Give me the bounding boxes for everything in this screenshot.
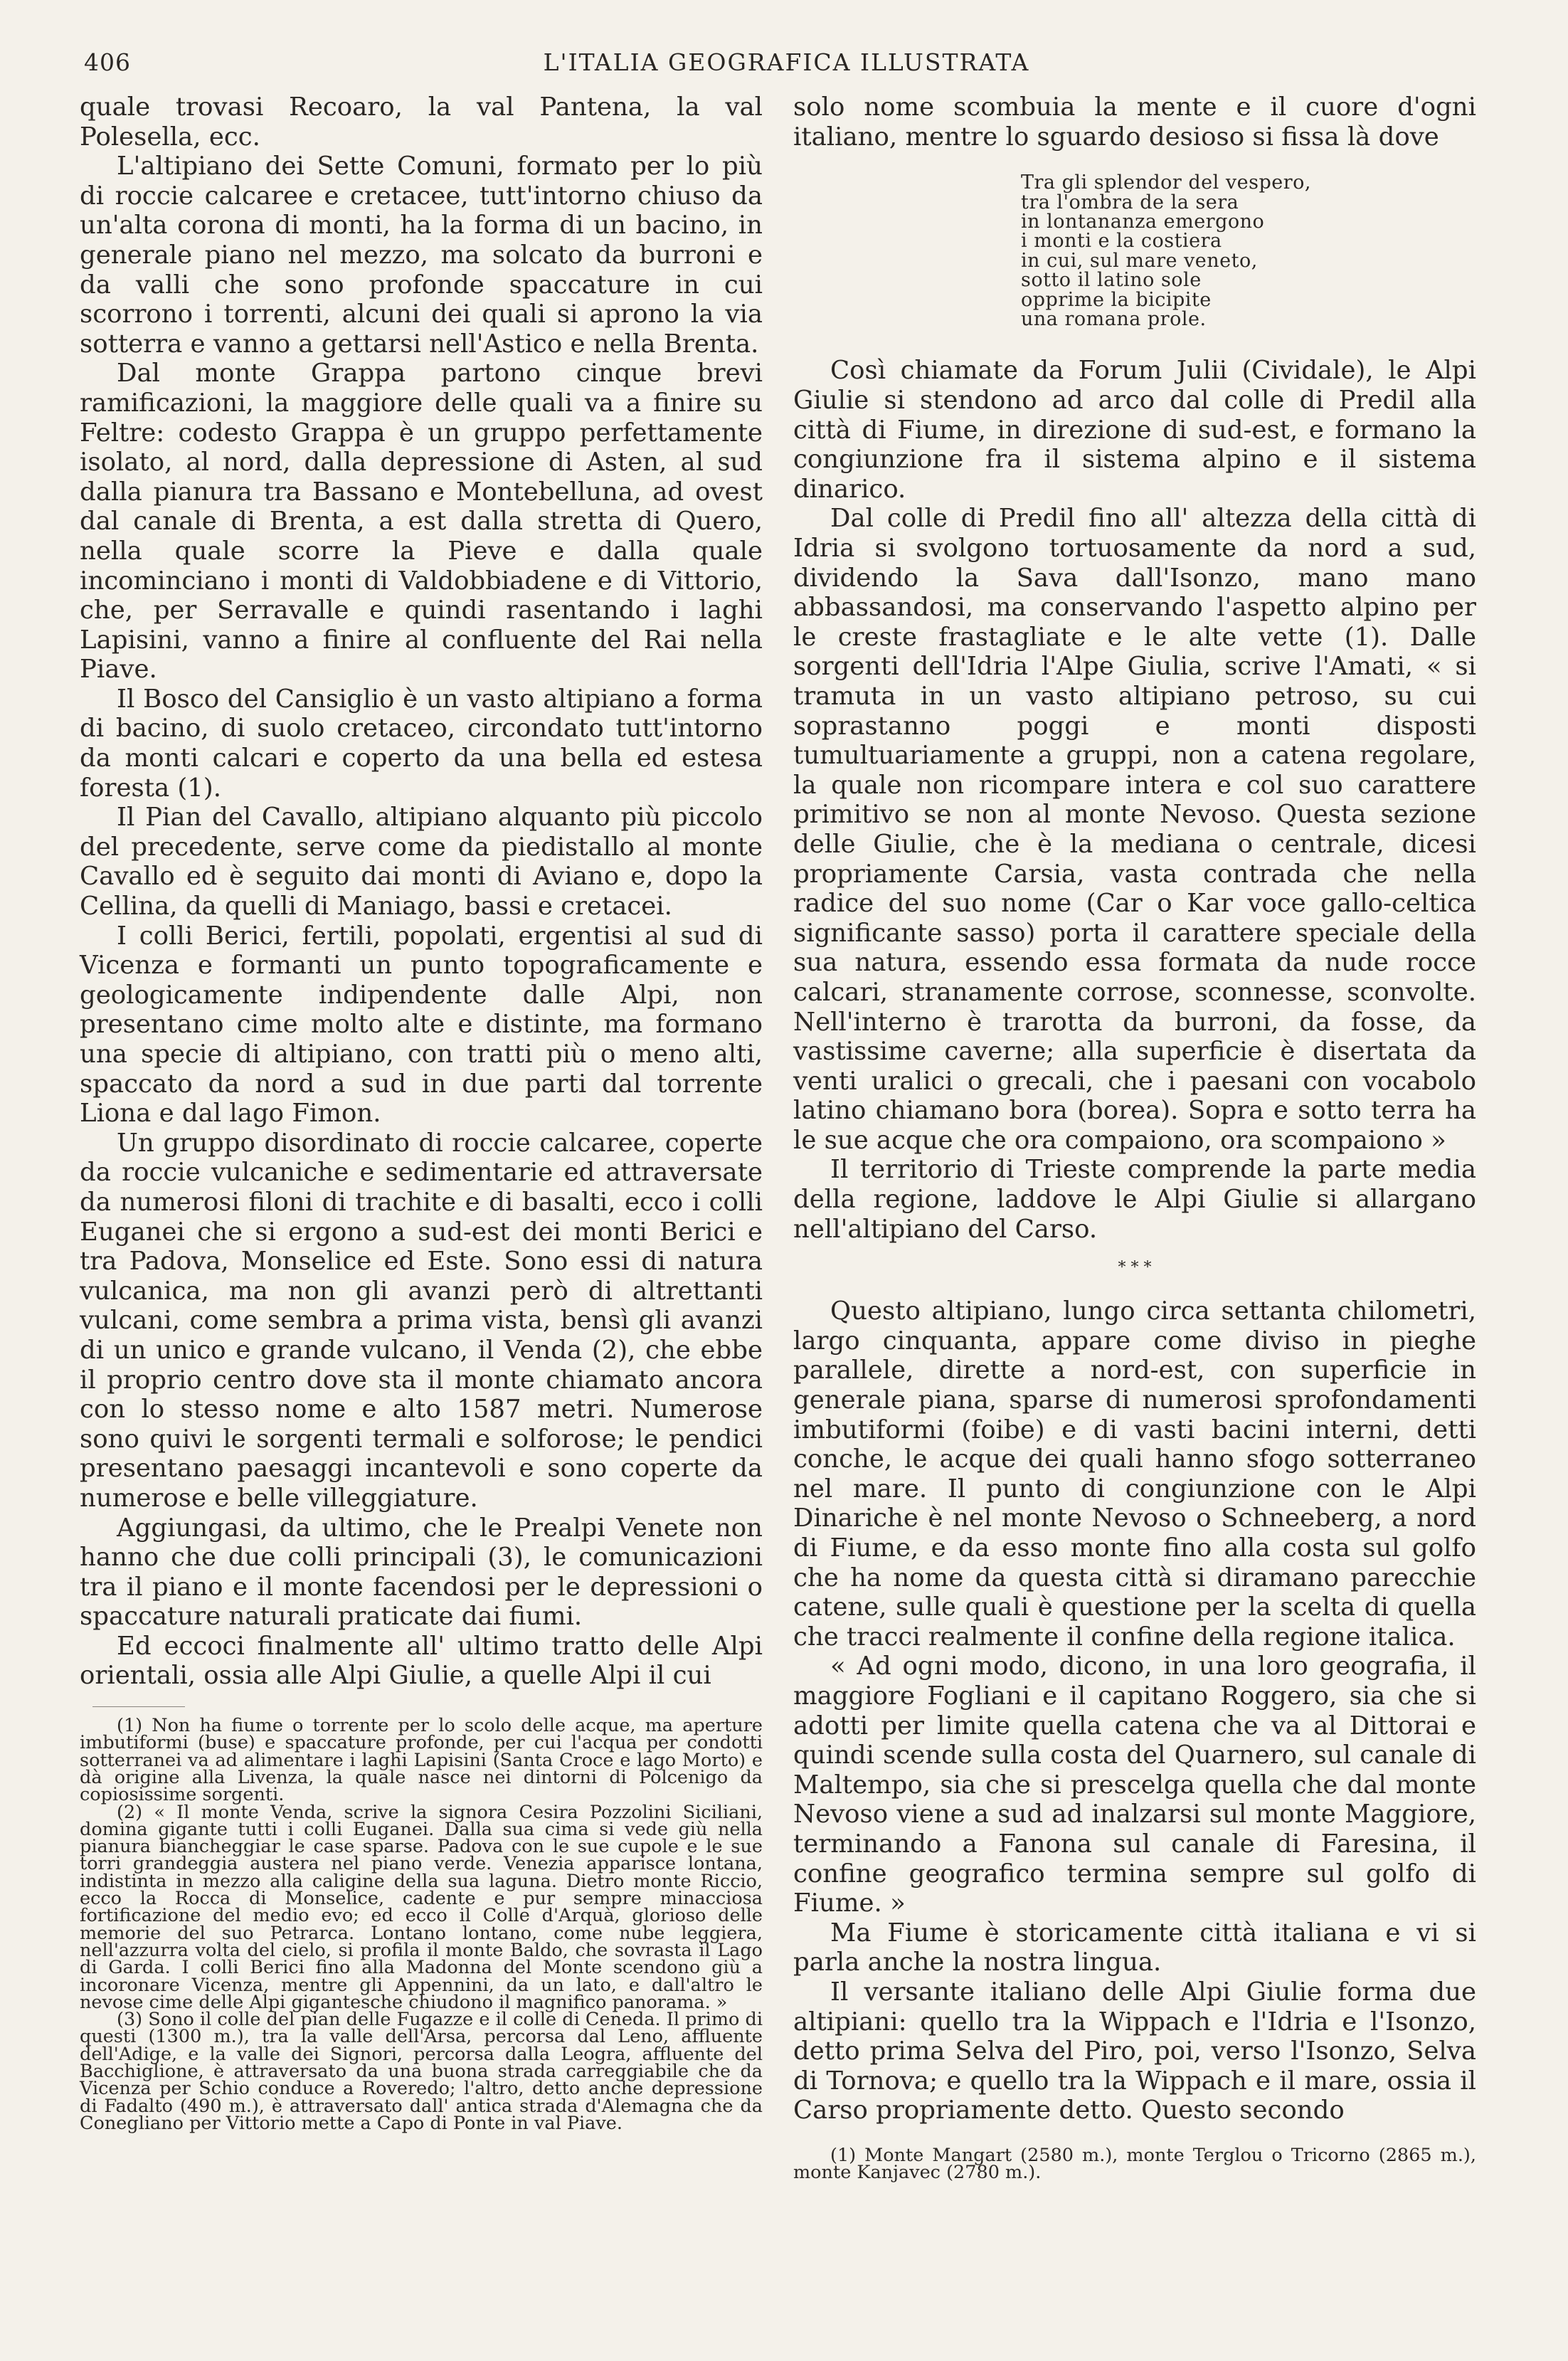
left-column: [80, 93, 763, 2132]
paragraph: Il territorio di Trieste comprende la parte media della regione, laddove le Alpi Giulie si allargano nell'altipiano del Carso.: [793, 1155, 1476, 1244]
poem-line: una romana prole.: [1021, 308, 1207, 331]
paragraph: Il versante italiano delle Alpi Giulie forma due altipiani: quello tra la Wippach e l'Idria e l'Isonzo, detto prima Selva del Piro, poi, verso l'Isonzo, Selva di Tornova; e quello tra la Wippach e il mare, ossia il Carso propriamente detto. Questo secondo: [793, 1977, 1476, 2125]
poem-line: in cui, sul mare veneto,: [1021, 249, 1258, 272]
paragraph: Questo altipiano, lungo circa settanta chilometri, largo cinquanta, appare come diviso in pieghe parallele, dirette a nord-est, con superficie in generale piana, sparse di numerosi sprofondamenti imbutiformi (foibe) e di vasti bacini interni, detti conche, le acque dei quali hanno sfogo sotterraneo nel mare. Il punto di congiunzione con le Alpi Dinariche è nel monte Nevoso o Schneeberg, a nord di Fiume, e da esso monte fino alla costa sul golfo che ha nome da questa città si diramano parecchie catene, sulle quali è questione per la scelta di quella che tracci realmente il confine della regione italica.: [793, 1296, 1476, 1652]
paragraph: L'altipiano dei Sette Comuni, formato per lo più di roccie calcaree e cretacee, tutt'intorno chiuso da un'alta corona di monti, ha la forma di un bacino, in generale piano nel mezzo, ma solcato da burroni e da valli che sono profonde spaccature in cui scorrono i torrenti, alcuni dei quali si aprono la via sotterra e vanno a gettarsi nell'Astico e nella Brenta.: [80, 152, 763, 359]
paragraph: Il Bosco del Cansiglio è un vasto altipiano a forma di bacino, di suolo cretaceo, circondato tutt'intorno da monti calcari e coperto da una bella ed estesa foresta (1).: [80, 684, 763, 803]
poem-line: Tra gli splendor del vespero,: [1021, 171, 1311, 194]
right-column: [793, 93, 1476, 2184]
poem-line: sotto il latino sole: [1021, 269, 1202, 292]
poem: [1021, 173, 1476, 329]
paragraph: « Ad ogni modo, dicono, in una loro geografia, il maggiore Fogliani e il capitano Roggero, sia che si adotti per limite quella catena che va al Dittorai e quindi scende sulla costa del Quarnero, sul canale di Maltempo, sia che si prescelga quella che dal monte Nevoso viene a sud ad inalzarsi sul monte Maggiore, terminando a Fanona sul canale di Faresina, il confine geografico termina sempre sul golfo di Fiume. »: [793, 1652, 1476, 1918]
poem-line: tra l'ombra de la sera: [1021, 191, 1239, 213]
page-header: [84, 48, 1489, 84]
paragraph: Così chiamate da Forum Julii (Cividale), le Alpi Giulie si stendono ad arco dal colle di Predil alla città di Fiume, in direzione di sud-est, e formano la congiunzione fra il sistema alpino e il sistema dinarico.: [793, 356, 1476, 504]
paragraph: Un gruppo disordinato di roccie calcaree, coperte da roccie vulcaniche e sedimentarie ed attraversate da numerosi filoni di trachite e di basalti, ecco i colli Euganei che si ergono a sud-est dei monti Berici e tra Padova, Monselice ed Este. Sono essi di natura vulcanica, ma non gli avanzi però di altrettanti vulcani, come sembra a prima vista, bensì gli avanzi di un unico e grande vulcano, il Venda (2), che ebbe il proprio centro dove sta il monte chiamato ancora con lo stesso nome e alto 1587 metri. Numerose sono quivi le sorgenti termali e solforose; le pendici presentano paesaggi incantevoli e sono coperte da numerose e belle villeggiature.: [80, 1128, 763, 1513]
paragraph: Ma Fiume è storicamente città italiana e vi si parla anche la nostra lingua.: [793, 1918, 1476, 1977]
paragraph: Aggiungasi, da ultimo, che le Prealpi Venete non hanno che due colli principali (3), le comunicazioni tra il piano e il monte facendosi per le depressioni o spaccature naturali praticate dai fiumi.: [80, 1513, 763, 1632]
footnote: (1) Monte Mangart (2580 m.), monte Terglou o Tricorno (2865 m.), monte Kanjavec (2780 m.).: [793, 2144, 1476, 2184]
paragraph: I colli Berici, fertili, popolati, ergentisi al sud di Vicenza e formanti un punto topograficamente e geologicamente indipendente dalle Alpi, non presentano cime molto alte e distinte, ma formano una specie di altipiano, con tratti più o meno alti, spaccato da nord a sud in due parti dal torrente Liona e dal lago Fimon.: [80, 921, 763, 1129]
paragraph: Dal monte Grappa partono cinque brevi ramificazioni, la maggiore delle quali va a finire su Feltre: codesto Grappa è un gruppo perfettamente isolato, al nord, dalla depressione di Asten, al sud dalla pianura tra Bassano e Montebelluna, ad ovest dal canale di Brenta, a est dalla stretta di Quero, nella quale scorre la Pieve e dalla quale incominciano i monti di Valdobbiadene e di Vittorio, che, per Serravalle e quindi rasentando i laghi Lapisini, vanno a finire al confluente del Rai nella Piave.: [80, 359, 763, 685]
footnote-rule: [92, 1706, 185, 1707]
section-separator: * * *: [1118, 1259, 1152, 1277]
poem-line: i monti e la costiera: [1021, 230, 1222, 253]
footnote: (1) Non ha fiume o torrente per lo scolo delle acque, ma aperture imbutiformi (buse) e spaccature profonde, per cui l'acqua per condotti sotterranei va ad alimentare i laghi Lapisini (Santa Croce e lago Morto) e dà origine alla Livenza, la quale nasce nei dintorni di Polcenigo da copiosissime sorgenti.: [80, 1715, 763, 1806]
footnote: (2) « Il monte Venda, scrive la signora Cesira Pozzolini Siciliani, domina gigante tutti i colli Euganei. Dalla sua cima si vede giù nella pianura biancheggiar le case sparse. Padova con le sue cupole e le sue torri grandeggia austera nel piano verde. Venezia apparisce lontana, indistinta in mezzo alla caligine della sua laguna. Dietro monte Riccio, ecco la Rocca di Monselice, cadente e pur sempre minacciosa fortificazione del medio evo; ed ecco il Colle d'Arquà, glorioso delle memorie del suo Petrarca. Lontano lontano, come nube leggiera, nell'azzurra volta del cielo, si profila il monte Baldo, che sovrasta il Lago di Garda. I colli Berici fino alla Madonna del Monte scendono giù a incoronare Vicenza, mentre gli Appennini, da un lato, e dall'altro le nevose cime delle Alpi gigantesche chiudono il magnifico panorama. »: [80, 1801, 763, 2013]
paragraph: quale trovasi Recoaro, la val Pantena, la val Polesella, ecc.: [80, 93, 763, 152]
running-title: L'ITALIA GEOGRAFICA ILLUSTRATA: [543, 48, 1030, 76]
footnote: (3) Sono il colle del pian delle Fugazze e il colle di Ceneda. Il primo di questi (1300 m.), tra la valle dell'Arsa, percorsa dal Leno, affluente dell'Adige, e la valle dei Signori, percorsa dalla Leogra, affluente del Bacchiglione, è attraversato da una buona strada carreggiabile che da Vicenza per Schio conduce a Roveredo; l'altro, detto anche depressione di Fadalto (490 m.), è attraversato dall' antica strada d'Alemagna che da Conegliano per Vittorio mette a Capo di Ponte in val Piave.: [80, 2009, 763, 2134]
paragraph: Dal colle di Predil fino all' altezza della città di Idria si svolgono tortuosamente da nord a sud, dividendo la Sava dall'Isonzo, mano mano abbassandosi, ma conservando l'aspetto alpino per le creste frastagliate e le alte vette (1). Dalle sorgenti dell'Idria l'Alpe Giulia, scrive l'Amati, « si tramuta in un vasto altipiano petroso, su cui soprastanno poggi e monti disposti tumultuariamente a gruppi, non a catena regolare, la quale non ricompare intera e col suo carattere primitivo se non al monte Nevoso. Questa sezione delle Giulie, che è la mediana o centrale, dicesi propriamente Carsia, vasta contrada che nella radice del suo nome (Car o Kar voce gallo-celtica significante sasso) porta il carattere speciale della sua natura, essendo essa formata da nude rocce calcari, stranamente corrose, sconnesse, sconvolte. Nell'interno è trarotta da burroni, da fosse, da vastissime caverne; alla superficie è disertata da venti uralici o grecali, che i paesani con vocabolo latino chiamano bora (borea). Sopra e sotto terra ha le sue acque che ora compaiono, ora scompaiono »: [793, 504, 1476, 1155]
poem-line: in lontananza emergono: [1021, 211, 1265, 233]
paragraph: Il Pian del Cavallo, altipiano alquanto più piccolo del precedente, serve come da piedistallo al monte Cavallo ed è seguito dai monti di Aviano e, dopo la Cellina, da quelli di Maniago, bassi e cretacei.: [80, 803, 763, 921]
paragraph: solo nome scombuia la mente e il cuore d'ogni italiano, mentre lo sguardo desioso si fissa là dove: [793, 93, 1476, 152]
footnotes-left: [80, 1717, 763, 2132]
paragraph: Ed eccoci finalmente all' ultimo tratto delle Alpi orientali, ossia alle Alpi Giulie, a quelle Alpi il cui: [80, 1631, 763, 1691]
page-number: 406: [84, 48, 131, 76]
footnotes-right: [793, 2144, 1476, 2184]
poem-line: opprime la bicipite: [1021, 288, 1212, 311]
